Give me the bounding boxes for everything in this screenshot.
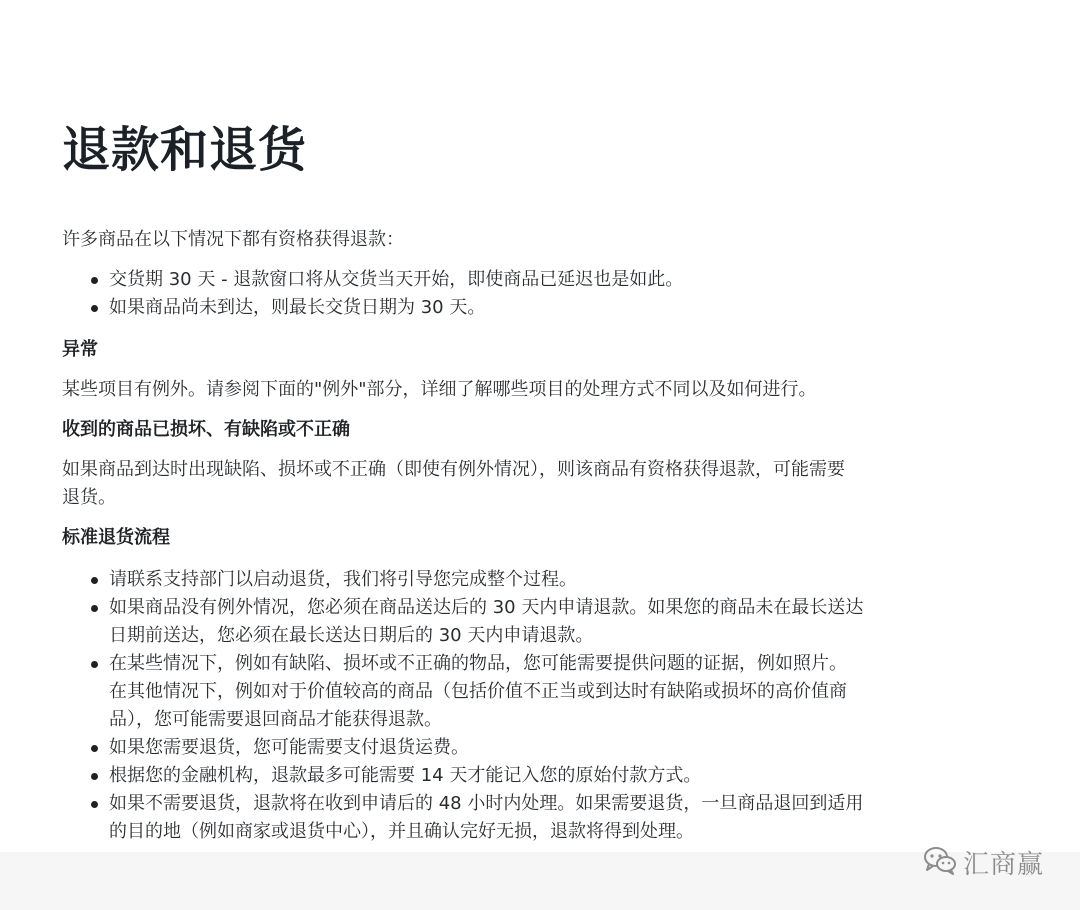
bullet-dot — [91, 277, 98, 284]
list-item: 如果商品尚未到达，则最长交货日期为 30 天。 — [62, 294, 683, 322]
intro-text: 许多商品在以下情况下都有资格获得退款： — [62, 229, 404, 250]
list-item: 交货期 30 天 - 退款窗口将从交货当天开始，即使商品已延迟也是如此。 — [62, 266, 683, 294]
bullet-dot — [91, 305, 98, 312]
standard-heading: 标准退货流程 — [62, 527, 170, 548]
bullet-dot — [91, 577, 98, 584]
damaged-text-line-1: 如果商品到达时出现缺陷、损坏或不正确（即使有例外情况），则该商品有资格获得退款，可能需要 — [62, 459, 845, 480]
exceptions-text: 某些项目有例外。请参阅下面的"例外"部分，详细了解哪些项目的处理方式不同以及如何进行。 — [62, 379, 817, 400]
watermark-text: 汇商赢 — [962, 849, 1044, 880]
bullet-dot — [91, 773, 98, 780]
exceptions-heading: 异常 — [62, 339, 98, 360]
list-item: 在某些情况下，例如有缺陷、损坏或不正确的物品，您可能需要提供问题的证据，例如照片。 在其他情况下，例如对于价值较高的商品（包括价值不正当或到达时有缺陷或损坏的高价值商 品），您可能需要退回商品才能获得退款。 — [62, 650, 863, 734]
damaged-text-line-2: 退货。 — [62, 487, 116, 508]
list-item: 如果商品没有例外情况，您必须在商品送达后的 30 天内申请退款。如果您的商品未在最长送达 日期前送达，您必须在最长送达日期后的 30 天内申请退款。 — [62, 594, 863, 650]
page-title: 退款和退货 — [62, 122, 308, 178]
footer-band — [0, 852, 1080, 910]
bullet-dot — [91, 801, 98, 808]
intro-bullet-list — [62, 266, 683, 322]
list-item: 如果不需要退货，退款将在收到申请后的 48 小时内处理。如果需要退货，一旦商品退回到适用 的目的地（例如商家或退货中心），并且确认完好无损，退款将得到处理。 — [62, 790, 863, 846]
list-item: 请联系支持部门以启动退货，我们将引导您完成整个过程。 — [62, 566, 863, 594]
list-item: 根据您的金融机构，退款最多可能需要 14 天才能记入您的原始付款方式。 — [62, 762, 863, 790]
bullet-dot — [91, 605, 98, 612]
bullet-dot — [91, 745, 98, 752]
watermark — [923, 842, 1044, 882]
bullet-dot — [91, 661, 98, 668]
damaged-heading: 收到的商品已损坏、有缺陷或不正确 — [62, 419, 350, 440]
list-item: 如果您需要退货，您可能需要支付退货运费。 — [62, 734, 863, 762]
wechat-icon — [923, 845, 957, 879]
standard-bullet-list — [62, 566, 863, 846]
